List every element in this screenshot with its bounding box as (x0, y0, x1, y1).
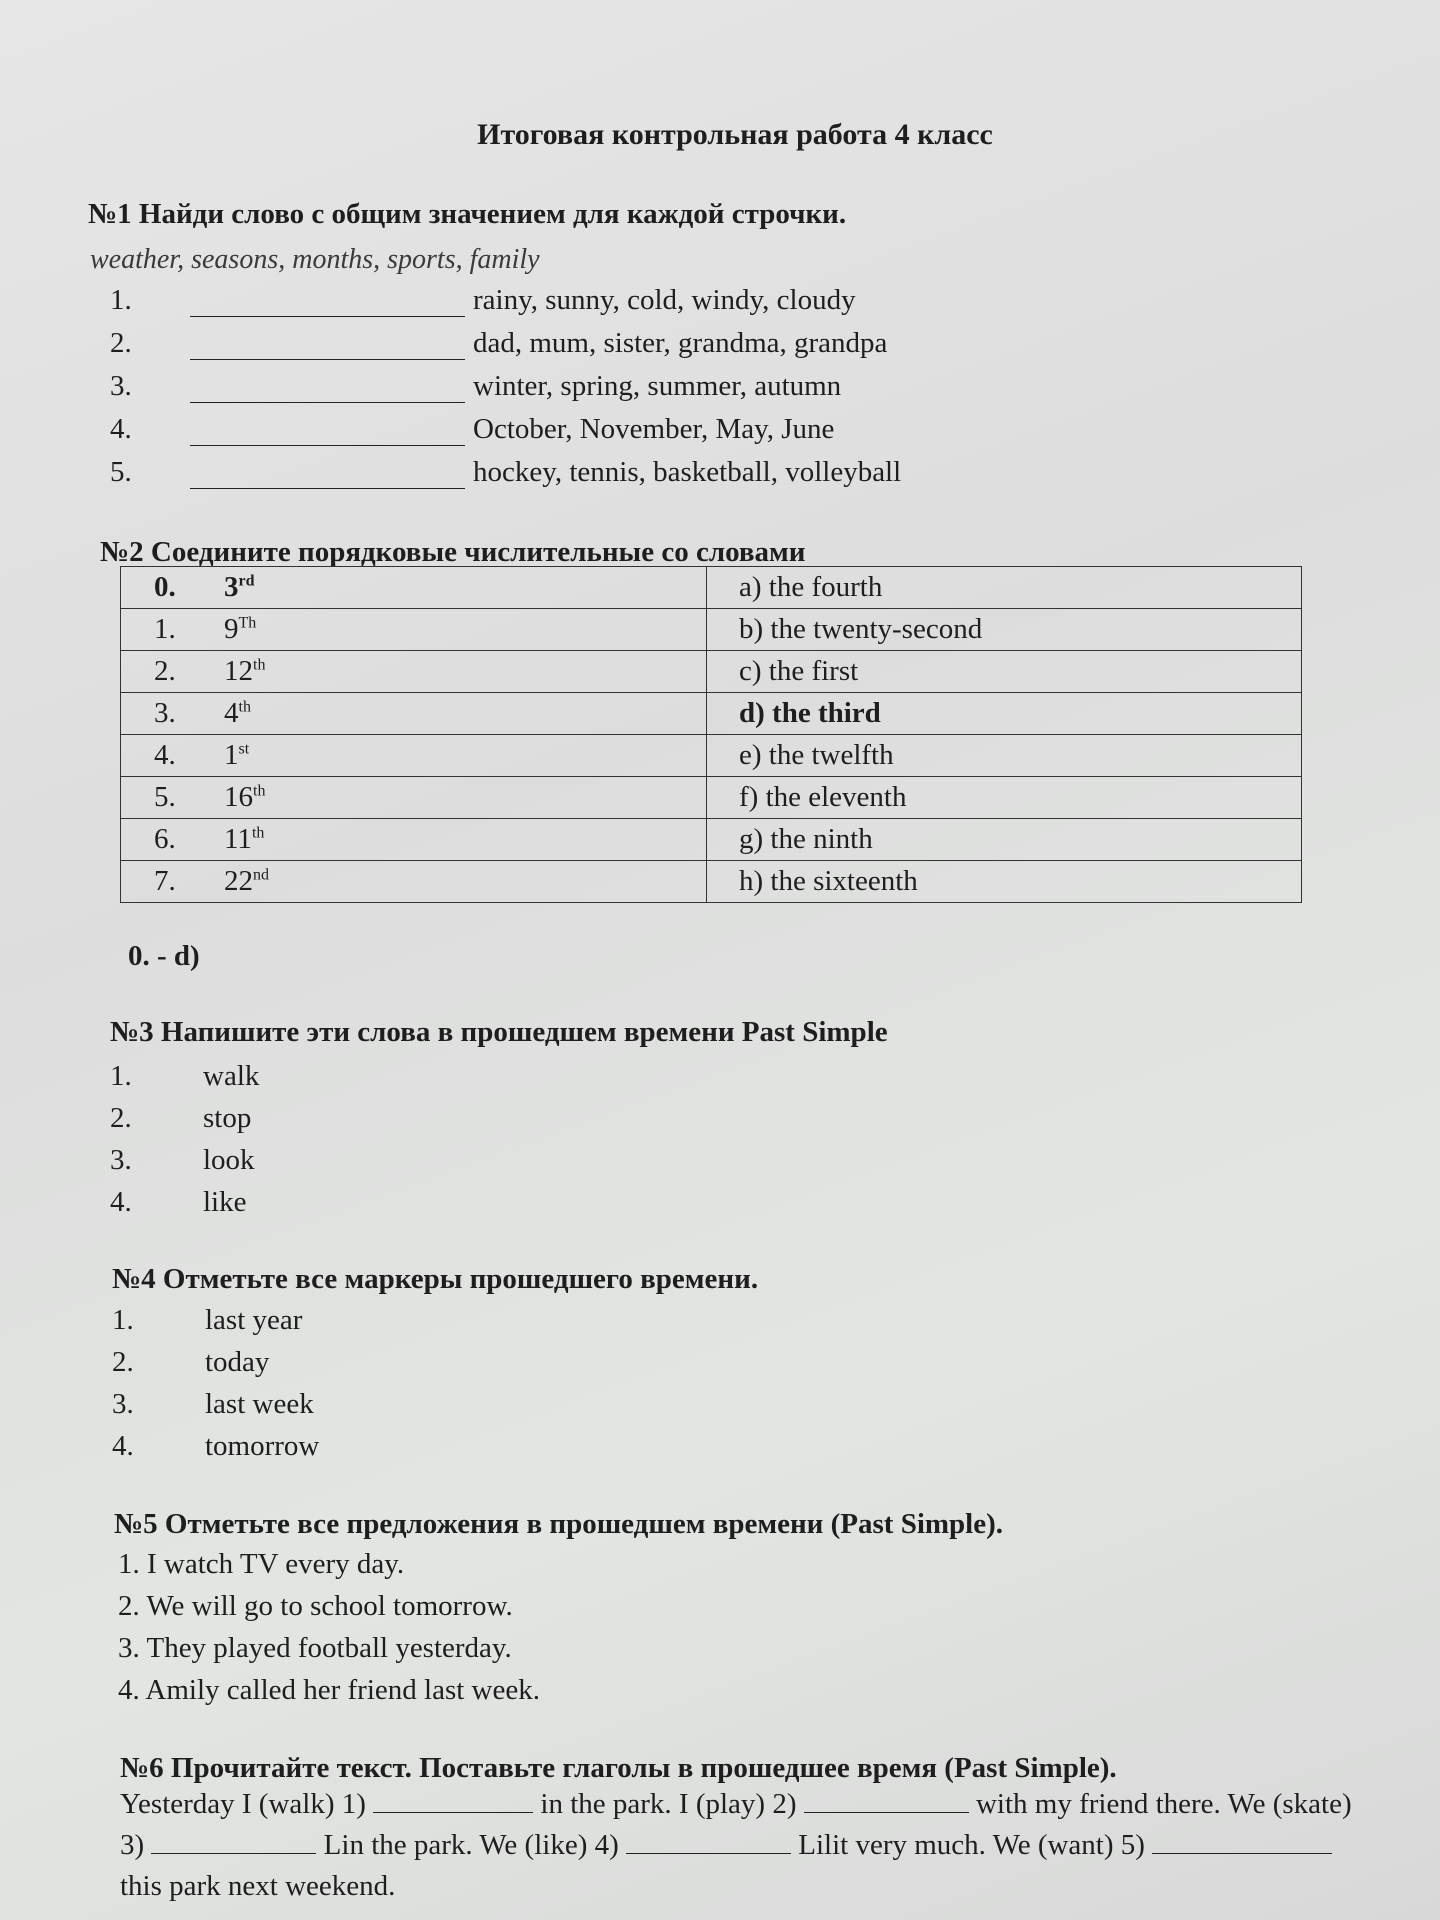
ordinal-cell (121, 819, 707, 861)
task2-example: 0. - d) (128, 940, 200, 972)
task1-row-num: 3. (110, 370, 132, 402)
item-num: 1. (110, 1060, 132, 1092)
list-item[interactable] (112, 1430, 319, 1472)
ordinal-suffix: th (251, 824, 265, 842)
answer-blank[interactable] (190, 286, 465, 317)
ordinal-cell (121, 567, 707, 609)
list-item (110, 1102, 259, 1144)
item-text: last week (205, 1388, 314, 1420)
text-fragment: this park next weekend. (120, 1870, 396, 1902)
task1-row-text: winter, spring, summer, autumn (473, 370, 842, 402)
ordinal-number: 11 (224, 823, 252, 855)
ordinal-cell (121, 735, 707, 777)
list-item[interactable] (112, 1388, 319, 1430)
ordinal-cell (121, 861, 707, 903)
item-text: last year (205, 1304, 303, 1336)
table-row (121, 651, 1302, 693)
ordinal-suffix: nd (253, 866, 269, 884)
row-num: 7. (154, 865, 176, 897)
item-text: like (203, 1186, 247, 1218)
row-num: 6. (154, 823, 176, 855)
ordinal-number: 4 (224, 697, 239, 729)
table-row (121, 567, 1302, 609)
row-num: 3. (154, 697, 176, 729)
ordinal-cell (121, 651, 707, 693)
answer-blank[interactable] (190, 415, 465, 446)
task1-row-text: October, November, May, June (473, 413, 835, 445)
item-text: tomorrow (205, 1430, 320, 1462)
answer-blank[interactable] (190, 329, 465, 360)
item-num: 4. (112, 1430, 134, 1462)
row-num: 0. (154, 571, 176, 603)
answer-blank[interactable] (626, 1825, 791, 1854)
item-text: walk (203, 1060, 260, 1092)
ordinal-suffix: rd (238, 572, 255, 590)
task5-sentence[interactable]: 2. We will go to school tomorrow. (118, 1590, 513, 1622)
item-text: stop (203, 1102, 252, 1134)
task1-row (110, 370, 841, 410)
task1-heading: №1 Найди слово с общим значением для каждой строчки. (88, 198, 847, 230)
task1-row-num: 5. (110, 456, 132, 488)
word-cell: h) the sixteenth (707, 861, 1302, 903)
word-cell: a) the fourth (707, 567, 1302, 609)
task6-text (120, 1784, 1380, 1907)
ordinal-number: 22 (224, 865, 253, 897)
task1-row-num: 4. (110, 413, 132, 445)
task6-heading: №6 Прочитайте текст. Поставьте глаголы в прошедшее время (Past Simple). (120, 1752, 1117, 1784)
matching-table (120, 566, 1302, 903)
task1-row-num: 1. (110, 284, 132, 316)
ordinal-suffix: th (238, 698, 251, 716)
answer-blank[interactable] (190, 458, 465, 489)
task5-sentence[interactable]: 4. Amily called her friend last week. (118, 1674, 540, 1706)
task5-heading: №5 Отметьте все предложения в прошедшем времени (Past Simple). (114, 1508, 1004, 1540)
word-cell: e) the twelfth (707, 735, 1302, 777)
table-row (121, 861, 1302, 903)
table-row (121, 693, 1302, 735)
item-text: look (203, 1144, 255, 1176)
task1-row (110, 284, 856, 324)
task1-row-text: rainy, sunny, cold, windy, cloudy (473, 284, 856, 316)
text-fragment: in the park. I (play) 2) (540, 1788, 797, 1820)
text-fragment: Lin the park. We (like) 4) (323, 1829, 619, 1861)
answer-blank[interactable] (373, 1784, 533, 1813)
task1-row-num: 2. (110, 327, 132, 359)
item-num: 3. (110, 1144, 132, 1176)
ordinal-suffix: Th (238, 614, 257, 632)
row-num: 2. (154, 655, 176, 687)
task5-sentence[interactable]: 3. They played football yesterday. (118, 1632, 512, 1664)
text-fragment: Lilit very much. We (want) 5) (798, 1829, 1145, 1861)
ordinal-suffix: th (253, 656, 266, 674)
task1-row (110, 413, 834, 453)
text-fragment: Yesterday I (walk) 1) (120, 1788, 366, 1820)
task3-list (110, 1060, 259, 1228)
item-text: today (205, 1346, 270, 1378)
item-num: 4. (110, 1186, 132, 1218)
answer-blank[interactable] (190, 372, 465, 403)
ordinal-cell (121, 609, 707, 651)
word-cell: d) the third (707, 693, 1302, 735)
task1-hint: weather, seasons, months, sports, family (90, 244, 540, 275)
item-num: 1. (112, 1304, 134, 1336)
row-num: 5. (154, 781, 176, 813)
word-cell: c) the first (707, 651, 1302, 693)
table-row (121, 609, 1302, 651)
text-fragment: with my friend there. We (skate) 3) (120, 1788, 1352, 1861)
ordinal-number: 12 (224, 655, 253, 687)
task1-row (110, 327, 887, 367)
ordinal-number: 9 (224, 613, 239, 645)
table-row (121, 777, 1302, 819)
list-item (110, 1186, 259, 1228)
word-cell: f) the eleventh (707, 777, 1302, 819)
ordinal-number: 1 (224, 739, 239, 771)
word-cell: b) the twenty-second (707, 609, 1302, 651)
item-num: 2. (110, 1102, 132, 1134)
task1-row-text: hockey, tennis, basketball, volleyball (473, 456, 902, 488)
answer-blank[interactable] (1152, 1825, 1332, 1854)
table-row (121, 819, 1302, 861)
ordinal-cell (121, 777, 707, 819)
ordinal-number: 3 (224, 571, 239, 603)
list-item[interactable] (112, 1346, 319, 1388)
task1-row-text: dad, mum, sister, grandma, grandpa (473, 327, 888, 359)
row-num: 4. (154, 739, 176, 771)
row-num: 1. (154, 613, 176, 645)
item-num: 3. (112, 1388, 134, 1420)
page-title: Итоговая контрольная работа 4 класс (477, 118, 993, 151)
item-num: 2. (112, 1346, 134, 1378)
ordinal-suffix: st (238, 740, 250, 758)
ordinal-number: 16 (224, 781, 253, 813)
list-item[interactable] (112, 1304, 319, 1346)
answer-blank[interactable] (804, 1784, 969, 1813)
word-cell: g) the ninth (707, 819, 1302, 861)
task3-heading: №3 Напишите эти слова в прошедшем времени Past Simple (110, 1016, 888, 1048)
task2-heading: №2 Соедините порядковые числительные со словами (100, 536, 806, 568)
task4-heading: №4 Отметьте все маркеры прошедшего времени. (112, 1263, 759, 1295)
list-item (110, 1060, 259, 1102)
ordinal-suffix: th (253, 782, 266, 800)
ordinal-cell (121, 693, 707, 735)
task1-row (110, 456, 901, 496)
task5-sentence[interactable]: 1. I watch TV every day. (118, 1548, 405, 1580)
list-item (110, 1144, 259, 1186)
table-row (121, 735, 1302, 777)
task4-list (112, 1304, 319, 1472)
answer-blank[interactable] (151, 1825, 316, 1854)
